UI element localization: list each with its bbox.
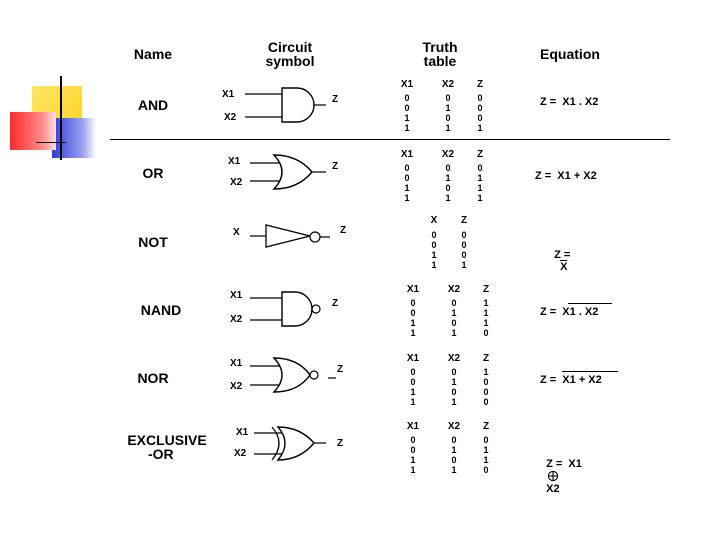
xor-equation-right: X2 <box>546 483 560 495</box>
or-output-z-label: Z <box>332 161 339 172</box>
or-col-z-values: 0 1 1 1 <box>477 163 483 203</box>
header-name: Name <box>133 46 173 62</box>
and-col-x1-values: 0 0 1 1 <box>404 93 410 133</box>
xor-circle-plus-icon <box>547 470 559 482</box>
gate-name-nand: NAND <box>140 302 182 318</box>
header-symbol-line1: Circuit <box>267 39 313 55</box>
not-equation-bar-x: X <box>560 261 568 273</box>
xor-col-x1-header: X1 <box>406 421 420 432</box>
xor-name-line1: EXCLUSIVE <box>127 432 207 448</box>
nor-col-z-values: 1 0 0 0 <box>483 367 489 407</box>
nand-equation: Z = X1 . X2 <box>540 306 599 318</box>
nor-equation: Z = X1 + X2 <box>540 374 602 386</box>
nand-col-z-header: Z <box>482 284 490 295</box>
xor-equation <box>540 446 582 495</box>
nand-input-x1-label: X1 <box>230 290 243 301</box>
nand-col-x1-header: X1 <box>406 284 420 295</box>
nor-col-z-header: Z <box>482 353 490 364</box>
not-output-z-label: Z <box>340 225 347 236</box>
xor-input-x2-label: X2 <box>234 448 247 459</box>
or-col-z-header: Z <box>476 149 484 160</box>
nand-col-z-values: 1 1 1 0 <box>483 298 489 338</box>
xor-col-z-header: Z <box>482 421 490 432</box>
not-col-z-values: 0 0 0 1 <box>461 230 467 270</box>
xor-col-x1-values: 0 0 1 1 <box>410 435 416 475</box>
gate-name-not: NOT <box>138 234 168 250</box>
nand-col-x2-values: 0 1 0 1 <box>451 298 457 338</box>
or-col-x1-header: X1 <box>400 149 414 160</box>
xor-equation-left: Z = X1 <box>546 458 582 470</box>
nand-col-x1-values: 0 0 1 1 <box>410 298 416 338</box>
header-truth-line1: Truth <box>422 39 458 55</box>
nor-input-x2-label: X2 <box>230 381 243 392</box>
header-equation: Equation <box>540 46 600 62</box>
or-col-x1-values: 0 0 1 1 <box>404 163 410 203</box>
and-col-x1-header: X1 <box>400 79 414 90</box>
nor-col-x1-values: 0 0 1 1 <box>410 367 416 407</box>
not-input-x-label: X <box>233 227 240 238</box>
or-input-x2-label: X2 <box>230 177 243 188</box>
nand-output-z-label: Z <box>332 298 339 309</box>
header-symbol-line2: symbol <box>265 53 315 69</box>
header-truth-line2: table <box>423 53 457 69</box>
and-col-x2-header: X2 <box>441 79 455 90</box>
xor-name-line2: -OR <box>148 446 174 462</box>
nor-output-z-label: Z <box>337 364 344 375</box>
and-input-x1-label: X1 <box>222 89 235 100</box>
and-col-z-values: 0 0 0 1 <box>477 93 483 133</box>
xor-input-x1-label: X1 <box>236 427 249 438</box>
nor-input-x1-label: X1 <box>230 358 243 369</box>
xor-output-z-label: Z <box>337 438 344 449</box>
or-col-x2-header: X2 <box>441 149 455 160</box>
or-input-x1-label: X1 <box>228 156 241 167</box>
and-col-z-header: Z <box>476 79 484 90</box>
xor-col-z-values: 0 1 1 0 <box>483 435 489 475</box>
gate-name-and: AND <box>137 97 169 113</box>
or-equation: Z = X1 + X2 <box>535 170 597 182</box>
xor-col-x2-values: 0 1 0 1 <box>451 435 457 475</box>
not-col-x-header: X <box>430 215 438 226</box>
gate-name-or: OR <box>142 165 164 181</box>
nor-col-x1-header: X1 <box>406 353 420 364</box>
and-output-z-label: Z <box>332 94 339 105</box>
nor-col-x2-values: 0 1 0 1 <box>451 367 457 407</box>
and-col-x2-values: 0 1 0 1 <box>445 93 451 133</box>
or-col-x2-values: 0 1 0 1 <box>445 163 451 203</box>
not-equation-left: Z = <box>554 249 571 261</box>
xor-col-x2-header: X2 <box>447 421 461 432</box>
and-equation: Z = X1 . X2 <box>540 96 599 108</box>
nand-col-x2-header: X2 <box>447 284 461 295</box>
and-input-x2-label: X2 <box>224 112 237 123</box>
not-col-x-values: 0 0 1 1 <box>431 230 437 270</box>
nor-col-x2-header: X2 <box>447 353 461 364</box>
gate-name-nor: NOR <box>137 370 169 386</box>
not-col-z-header: Z <box>460 215 468 226</box>
nand-input-x2-label: X2 <box>230 314 243 325</box>
